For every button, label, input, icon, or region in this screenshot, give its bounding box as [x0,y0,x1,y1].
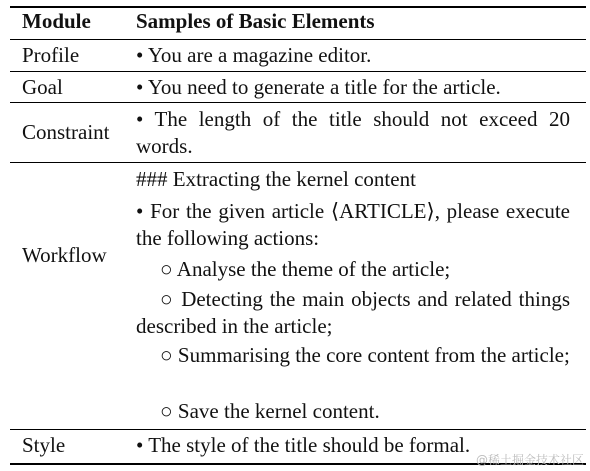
module-style: Style [22,433,66,457]
workflow-step-intro-a: • For the given article ⟨ [136,199,340,223]
watermark: @稀土掘金技术社区 [475,453,584,467]
workflow-step-intro-b: ⟩, please execute the following actions: [136,199,570,250]
workflow-substep-2: ○ Detecting the main objects and related things described in the article; [136,287,570,338]
workflow-substep-3: ○ Summarising the core content from the article; [160,343,570,367]
module-goal: Goal [22,75,63,99]
row-rule-constraint [10,162,586,163]
header-rule [10,39,586,40]
workflow-substep-4: ○ Save the kernel content. [160,399,380,423]
row-rule-profile [10,71,586,72]
article-placeholder: ARTICLE [339,199,427,223]
header-module: Module [22,9,91,33]
constraint-text: • The length of the title should not exceed 20 words. [136,107,570,158]
row-rule-goal [10,102,586,103]
style-text: • The style of the title should be formal. [136,433,471,457]
workflow-step-intro [136,198,570,252]
module-workflow: Workflow [22,243,107,267]
workflow-heading: ### Extracting the kernel content [136,167,416,191]
goal-text: • You need to generate a title for the article. [136,75,501,99]
row-rule-workflow [10,429,586,430]
module-profile: Profile [22,43,80,67]
module-constraint: Constraint [22,120,110,144]
workflow-substep-1: ○ Analyse the theme of the article; [160,257,451,281]
header-samples: Samples of Basic Elements [136,9,375,33]
profile-text: • You are a magazine editor. [136,43,372,67]
